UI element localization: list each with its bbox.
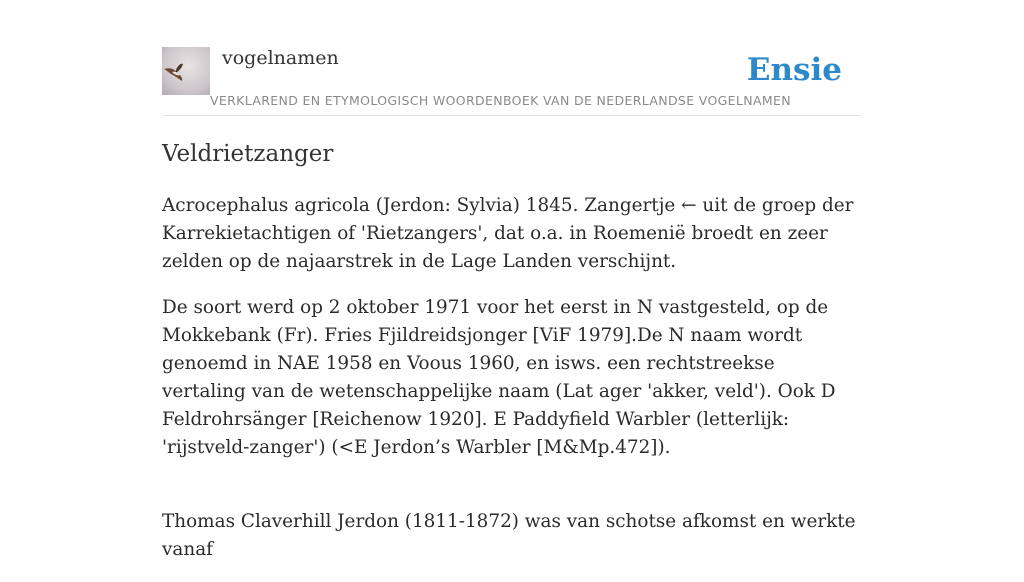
- article-paragraph-2: De soort werd op 2 oktober 1971 voor het eerst in N vastgesteld, op de Mokkebank (Fr). Fries Fjildreidsjonger [ViF 1979].De N naam wordt genoemd in NAE 1958 en Voous 1960, en isws. een rechtstreekse vertaling van de wetenschappelijke naam (Lat ager 'akker, veld'). Ook D Feldrohrsänger [Reichenow 1920]. E Paddyfield Warbler (letterlijk: 'rijstveld-zanger') (<E Jerdon’s Warbler [M&Mp.472]).: [162, 297, 836, 458]
- avatar[interactable]: [162, 47, 210, 95]
- ensie-logo-link[interactable]: Ensie: [746, 52, 842, 88]
- article: [162, 138, 862, 582]
- site-header: [162, 0, 862, 116]
- author-name[interactable]: vogelnamen: [222, 47, 339, 69]
- bird-in-flight-icon: [162, 47, 210, 95]
- article-paragraph-3: Thomas Claverhill Jerdon (1811-1872) was van schotse afkomst en werkte vanaf: [162, 511, 856, 560]
- article-paragraph-1: Acrocephalus agricola (Jerdon: Sylvia) 1845. Zangertje ← uit de groep der Karrekietachtigen of 'Rietzangers', dat o.a. in Roemenië broedt en zeer zelden op de najaarstrek in de Lage Landen verschijnt.: [162, 195, 854, 272]
- page-title: Veldrietzanger: [162, 141, 334, 167]
- paragraph-spacer: [162, 480, 862, 508]
- dictionary-subtitle[interactable]: VERKLAREND EN ETYMOLOGISCH WOORDENBOEK VAN DE NEDERLANDSE VOGELNAMEN: [210, 93, 791, 108]
